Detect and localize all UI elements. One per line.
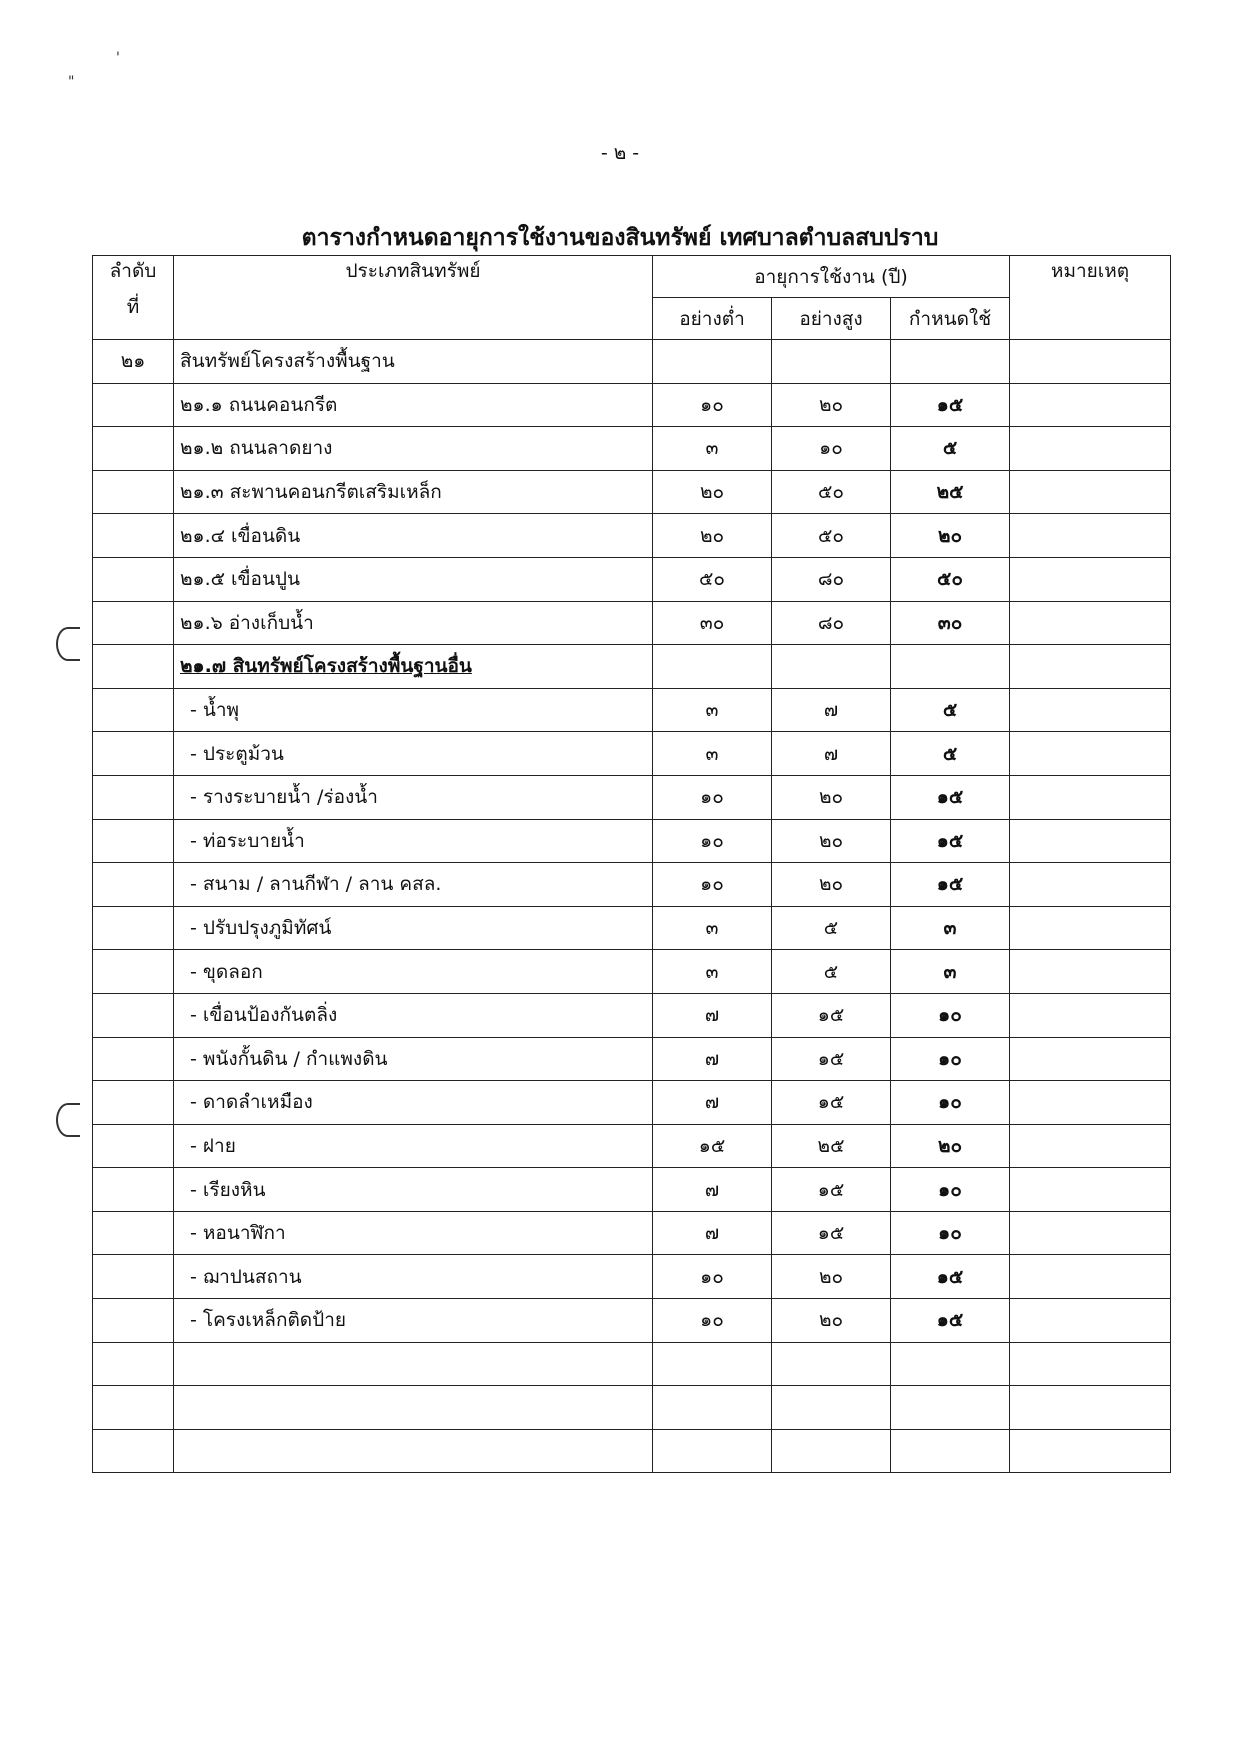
cell-set-text: ๑๐ — [938, 1222, 962, 1245]
cell-min — [653, 1037, 772, 1081]
cell-note — [1010, 557, 1171, 601]
cell-asset-type-text: ๒๑.๖ อ่างเก็บน้ำ — [180, 611, 314, 634]
cell-min-text: ๗ — [704, 1091, 720, 1114]
empty-cell — [93, 1342, 174, 1386]
cell-note — [1010, 1299, 1171, 1343]
cell-seq — [93, 993, 174, 1037]
cell-max-text: ๒๐ — [818, 786, 844, 809]
cell-asset-type-text: ๒๑.๒ ถนนลาดยาง — [180, 437, 333, 460]
cell-set — [891, 1037, 1010, 1081]
table-row — [93, 1211, 1171, 1255]
cell-asset-type — [174, 1299, 653, 1343]
cell-note — [1010, 1168, 1171, 1212]
cell-min-text: ๑๐ — [700, 393, 724, 416]
cell-min-text: ๑๐ — [700, 829, 724, 852]
cell-min — [653, 993, 772, 1037]
cell-seq — [93, 950, 174, 994]
cell-min — [653, 732, 772, 776]
cell-asset-type — [174, 601, 653, 645]
cell-note — [1010, 688, 1171, 732]
cell-min — [653, 1124, 772, 1168]
cell-asset-type-text: ๒๑.๗ สินทรัพย์โครงสร้างพื้นฐานอื่น — [180, 655, 472, 678]
cell-max-text: ๘๐ — [817, 568, 845, 591]
cell-note — [1010, 993, 1171, 1037]
cell-seq — [93, 1299, 174, 1343]
cell-set — [891, 775, 1010, 819]
cell-max-text: ๒๐ — [818, 1265, 844, 1288]
empty-cell — [653, 1386, 772, 1430]
cell-note — [1010, 1081, 1171, 1125]
cell-asset-type-text: - น้ำพุ — [190, 699, 240, 722]
cell-min — [653, 340, 772, 384]
cell-asset-type — [174, 1081, 653, 1125]
cell-max — [772, 601, 891, 645]
cell-asset-type-text: - ฌาปนสถาน — [190, 1265, 302, 1288]
cell-set — [891, 340, 1010, 384]
table-row — [93, 1081, 1171, 1125]
cell-min-text: ๗ — [704, 1004, 720, 1027]
table-row — [93, 863, 1171, 907]
cell-asset-type — [174, 819, 653, 863]
cell-set — [891, 1168, 1010, 1212]
cell-min — [653, 688, 772, 732]
empty-cell — [174, 1342, 653, 1386]
cell-asset-type — [174, 557, 653, 601]
cell-max-text: ๒๐ — [818, 1309, 844, 1332]
cell-seq — [93, 557, 174, 601]
cell-asset-type-text: - ท่อระบายน้ำ — [190, 829, 305, 852]
cell-max — [772, 427, 891, 471]
cell-max-text: ๗ — [823, 742, 839, 765]
table-row — [93, 950, 1171, 994]
table-row — [93, 993, 1171, 1037]
cell-note — [1010, 1124, 1171, 1168]
cell-seq — [93, 514, 174, 558]
cell-seq-text: ๒๑ — [120, 350, 146, 373]
cell-set — [891, 514, 1010, 558]
cell-set-text: ๑๐ — [938, 1178, 962, 1201]
cell-note — [1010, 819, 1171, 863]
empty-cell — [653, 1342, 772, 1386]
empty-cell — [772, 1342, 891, 1386]
cell-max-text: ๒๕ — [817, 1134, 845, 1157]
header-useful-life: อายุการใช้งาน (ปี) — [653, 256, 1010, 298]
cell-min — [653, 645, 772, 689]
table-row — [93, 688, 1171, 732]
header-asset-type: ประเภทสินทรัพย์ — [174, 256, 653, 340]
cell-seq — [93, 470, 174, 514]
cell-max-text: ๑๐ — [819, 437, 843, 460]
table-row — [93, 819, 1171, 863]
header-seq-line1: ลำดับ — [109, 260, 157, 282]
cell-asset-type-text: - พนังกั้นดิน / กำแพงดิน — [190, 1047, 388, 1070]
cell-max — [772, 688, 891, 732]
cell-asset-type — [174, 775, 653, 819]
cell-min — [653, 1081, 772, 1125]
header-seq-line2: ที่ — [126, 296, 140, 318]
cell-asset-type-text: - โครงเหล็กติดป้าย — [190, 1309, 346, 1332]
cell-seq — [93, 906, 174, 950]
cell-asset-type-text: - ดาดลำเหมือง — [190, 1091, 313, 1114]
cell-asset-type-text: - สนาม / ลานกีฬา / ลาน คสล. — [190, 873, 442, 896]
empty-cell — [174, 1386, 653, 1430]
cell-seq — [93, 1255, 174, 1299]
cell-min-text: ๓ — [705, 437, 719, 460]
cell-max — [772, 383, 891, 427]
cell-set — [891, 688, 1010, 732]
cell-asset-type — [174, 383, 653, 427]
cell-set — [891, 383, 1010, 427]
cell-max — [772, 819, 891, 863]
cell-min-text: ๗ — [704, 1047, 720, 1070]
table-row — [93, 732, 1171, 776]
cell-set — [891, 1255, 1010, 1299]
scan-speck: ' — [116, 50, 120, 66]
cell-max-text: ๑๕ — [817, 1047, 845, 1070]
cell-seq — [93, 1168, 174, 1212]
cell-max-text: ๑๕ — [817, 1004, 845, 1027]
cell-min-text: ๒๐ — [699, 524, 725, 547]
cell-asset-type — [174, 1037, 653, 1081]
cell-asset-type — [174, 993, 653, 1037]
header-note: หมายเหตุ — [1010, 256, 1171, 340]
cell-asset-type-text: ๒๑.๑ ถนนคอนกรีต — [180, 393, 338, 416]
cell-asset-type-text: - ปรับปรุงภูมิทัศน์ — [190, 917, 332, 940]
cell-max — [772, 1124, 891, 1168]
cell-asset-type — [174, 863, 653, 907]
cell-min — [653, 906, 772, 950]
cell-set-text: ๒๐ — [937, 524, 963, 547]
cell-max-text: ๕ — [823, 917, 839, 940]
cell-set — [891, 950, 1010, 994]
table-row — [93, 514, 1171, 558]
cell-set-text: ๓๐ — [937, 611, 963, 634]
cell-set-text: ๑๐ — [938, 1047, 962, 1070]
table-row — [93, 906, 1171, 950]
cell-max — [772, 732, 891, 776]
cell-max-text: ๕ — [823, 960, 839, 983]
cell-min — [653, 1255, 772, 1299]
cell-max — [772, 470, 891, 514]
cell-min-text: ๓ — [705, 699, 719, 722]
cell-seq — [93, 340, 174, 384]
cell-max — [772, 1211, 891, 1255]
cell-set-text: ๑๐ — [938, 1004, 962, 1027]
page-number: - ๒ - — [600, 142, 640, 164]
cell-min — [653, 601, 772, 645]
table-row — [93, 1168, 1171, 1212]
cell-min-text: ๑๐ — [700, 1309, 724, 1332]
cell-set — [891, 1299, 1010, 1343]
empty-cell — [891, 1386, 1010, 1430]
cell-note — [1010, 470, 1171, 514]
cell-asset-type-text: - เขื่อนป้องกันตลิ่ง — [190, 1004, 338, 1027]
cell-asset-type-text: - ประตูม้วน — [190, 742, 284, 765]
cell-seq — [93, 732, 174, 776]
cell-max — [772, 775, 891, 819]
cell-max — [772, 557, 891, 601]
cell-seq — [93, 383, 174, 427]
cell-min — [653, 1211, 772, 1255]
cell-note — [1010, 1037, 1171, 1081]
cell-seq — [93, 601, 174, 645]
cell-asset-type — [174, 470, 653, 514]
header-seq — [93, 256, 174, 340]
cell-note — [1010, 775, 1171, 819]
cell-min — [653, 950, 772, 994]
cell-set-text: ๑๕ — [936, 786, 964, 809]
cell-seq — [93, 427, 174, 471]
cell-note — [1010, 340, 1171, 384]
punch-hole-mark — [56, 627, 80, 661]
cell-note — [1010, 1211, 1171, 1255]
scan-speck: " — [68, 74, 75, 90]
cell-asset-type-text: - เรียงหิน — [190, 1178, 266, 1201]
cell-asset-type — [174, 514, 653, 558]
header-set: กำหนดใช้ — [891, 298, 1010, 340]
cell-min — [653, 557, 772, 601]
cell-max-text: ๑๕ — [817, 1178, 845, 1201]
cell-max — [772, 1299, 891, 1343]
cell-set-text: ๕ — [942, 742, 958, 765]
cell-max — [772, 1081, 891, 1125]
cell-set — [891, 1124, 1010, 1168]
cell-max-text: ๕๐ — [818, 524, 844, 547]
cell-seq — [93, 1211, 174, 1255]
table-row — [93, 470, 1171, 514]
document-title: ตารางกำหนดอายุการใช้งานของสินทรัพย์ เทศบาลตำบลสบปราบ — [301, 225, 939, 251]
table-row — [93, 383, 1171, 427]
table-row — [93, 1037, 1171, 1081]
empty-cell — [653, 1429, 772, 1473]
cell-asset-type — [174, 340, 653, 384]
cell-max-text: ๑๕ — [817, 1091, 845, 1114]
cell-max-text: ๒๐ — [818, 393, 844, 416]
cell-max — [772, 950, 891, 994]
cell-note — [1010, 645, 1171, 689]
cell-min-text: ๑๕ — [698, 1134, 726, 1157]
cell-seq — [93, 819, 174, 863]
empty-row — [93, 1342, 1171, 1386]
empty-cell — [174, 1429, 653, 1473]
cell-note — [1010, 950, 1171, 994]
cell-note — [1010, 906, 1171, 950]
table-row — [93, 775, 1171, 819]
cell-set-text: ๕๐ — [937, 568, 963, 591]
header-max: อย่างสูง — [772, 298, 891, 340]
table-row — [93, 645, 1171, 689]
cell-min — [653, 863, 772, 907]
cell-min — [653, 383, 772, 427]
cell-set-text: ๕ — [942, 437, 958, 460]
cell-set-text: ๒๐ — [937, 1134, 963, 1157]
cell-min-text: ๗ — [704, 1178, 720, 1201]
empty-cell — [772, 1386, 891, 1430]
cell-min-text: ๓๐ — [699, 611, 725, 634]
empty-cell — [1010, 1342, 1171, 1386]
cell-set — [891, 732, 1010, 776]
cell-set — [891, 863, 1010, 907]
cell-note — [1010, 514, 1171, 558]
cell-set — [891, 1081, 1010, 1125]
cell-set — [891, 427, 1010, 471]
cell-note — [1010, 1255, 1171, 1299]
cell-min — [653, 1168, 772, 1212]
cell-min-text: ๑๐ — [700, 873, 724, 896]
cell-min-text: ๓ — [705, 917, 719, 940]
cell-max-text: ๕๐ — [818, 481, 844, 504]
cell-set-text: ๓ — [943, 960, 957, 983]
cell-max-text: ๗ — [823, 699, 839, 722]
cell-max — [772, 340, 891, 384]
table-row — [93, 1255, 1171, 1299]
cell-set-text: ๓ — [943, 917, 957, 940]
cell-asset-type-text: ๒๑.๔ เขื่อนดิน — [180, 524, 301, 547]
cell-set — [891, 906, 1010, 950]
cell-seq — [93, 1124, 174, 1168]
cell-asset-type — [174, 645, 653, 689]
cell-asset-type — [174, 732, 653, 776]
cell-asset-type-text: ๒๑.๓ สะพานคอนกรีตเสริมเหล็ก — [180, 481, 442, 504]
cell-asset-type-text: - ขุดลอก — [190, 960, 263, 983]
table-row — [93, 340, 1171, 384]
cell-max — [772, 514, 891, 558]
cell-seq — [93, 645, 174, 689]
cell-asset-type-text: ๒๑.๕ เขื่อนปูน — [180, 568, 300, 591]
cell-min-text: ๗ — [704, 1222, 720, 1245]
cell-set-text: ๑๕ — [936, 1265, 964, 1288]
cell-min-text: ๑๐ — [700, 786, 724, 809]
cell-set-text: ๑๕ — [936, 393, 964, 416]
cell-note — [1010, 427, 1171, 471]
cell-set-text: ๑๕ — [936, 829, 964, 852]
cell-seq — [93, 1037, 174, 1081]
cell-set — [891, 819, 1010, 863]
empty-cell — [93, 1429, 174, 1473]
cell-note — [1010, 863, 1171, 907]
cell-asset-type — [174, 1211, 653, 1255]
cell-max — [772, 1255, 891, 1299]
cell-min — [653, 819, 772, 863]
empty-cell — [891, 1429, 1010, 1473]
cell-set-text: ๒๕ — [936, 481, 964, 504]
cell-min-text: ๓ — [705, 960, 719, 983]
cell-seq — [93, 1081, 174, 1125]
cell-max-text: ๘๐ — [817, 611, 845, 634]
empty-cell — [772, 1429, 891, 1473]
cell-asset-type-text: - หอนาฬิกา — [190, 1222, 286, 1245]
cell-min-text: ๒๐ — [699, 481, 725, 504]
cell-set — [891, 557, 1010, 601]
cell-max — [772, 993, 891, 1037]
cell-asset-type — [174, 906, 653, 950]
cell-max — [772, 863, 891, 907]
cell-set-text: ๑๐ — [938, 1091, 962, 1114]
cell-max-text: ๑๕ — [817, 1222, 845, 1245]
cell-asset-type — [174, 1255, 653, 1299]
cell-set-text: ๑๕ — [936, 1309, 964, 1332]
cell-max-text: ๒๐ — [818, 873, 844, 896]
cell-min — [653, 514, 772, 558]
header-min: อย่างต่ำ — [653, 298, 772, 340]
table-body — [93, 340, 1171, 1473]
cell-asset-type — [174, 427, 653, 471]
cell-set — [891, 1211, 1010, 1255]
cell-note — [1010, 601, 1171, 645]
cell-max — [772, 1037, 891, 1081]
cell-min — [653, 427, 772, 471]
cell-note — [1010, 383, 1171, 427]
empty-row — [93, 1386, 1171, 1430]
cell-min-text: ๑๐ — [700, 1265, 724, 1288]
cell-set — [891, 645, 1010, 689]
cell-max — [772, 1168, 891, 1212]
empty-row — [93, 1429, 1171, 1473]
cell-asset-type — [174, 1168, 653, 1212]
cell-note — [1010, 732, 1171, 776]
cell-min — [653, 1299, 772, 1343]
empty-cell — [1010, 1429, 1171, 1473]
punch-hole-mark — [56, 1103, 80, 1137]
cell-seq — [93, 863, 174, 907]
cell-asset-type — [174, 688, 653, 732]
cell-max-text: ๒๐ — [818, 829, 844, 852]
cell-min-text: ๓ — [705, 742, 719, 765]
cell-min — [653, 470, 772, 514]
cell-set-text: ๑๕ — [936, 873, 964, 896]
cell-set — [891, 993, 1010, 1037]
cell-min-text: ๕๐ — [699, 568, 725, 591]
cell-seq — [93, 688, 174, 732]
cell-asset-type-text: สินทรัพย์โครงสร้างพื้นฐาน — [180, 350, 395, 373]
table-row — [93, 427, 1171, 471]
cell-max — [772, 906, 891, 950]
cell-asset-type-text: - รางระบายน้ำ /ร่องน้ำ — [190, 786, 378, 809]
cell-asset-type-text: - ฝาย — [190, 1134, 236, 1157]
cell-asset-type — [174, 1124, 653, 1168]
table-row — [93, 557, 1171, 601]
cell-set — [891, 470, 1010, 514]
cell-asset-type — [174, 950, 653, 994]
cell-min — [653, 775, 772, 819]
cell-max — [772, 645, 891, 689]
cell-set — [891, 601, 1010, 645]
empty-cell — [93, 1386, 174, 1430]
empty-cell — [1010, 1386, 1171, 1430]
asset-life-table — [92, 255, 1171, 1473]
cell-seq — [93, 775, 174, 819]
empty-cell — [891, 1342, 1010, 1386]
table-row — [93, 1124, 1171, 1168]
cell-set-text: ๕ — [942, 699, 958, 722]
table-row — [93, 601, 1171, 645]
table-row — [93, 1299, 1171, 1343]
